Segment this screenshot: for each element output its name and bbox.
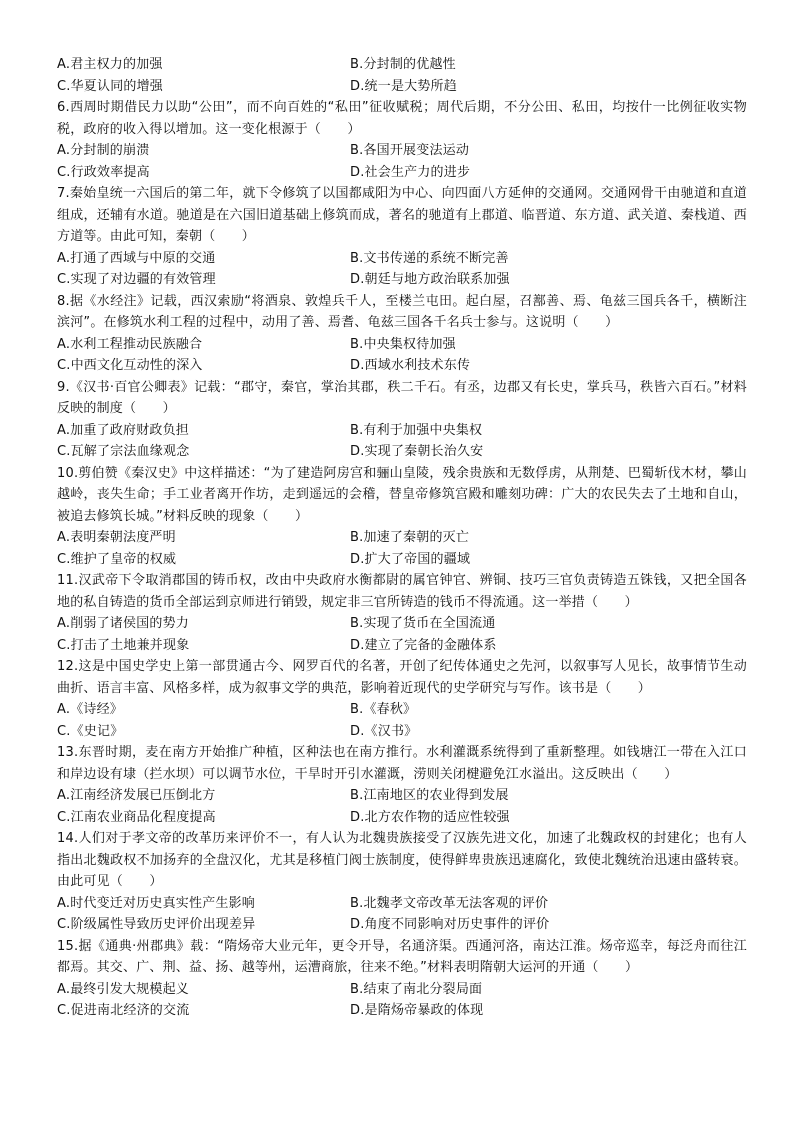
question-stem: 11.汉武帝下令取消郡国的铸币权，改由中央政府水衡都尉的属官钟官、辨铜、技巧三官负责铸造五铢钱，又把全国各地的私自铸造的货币全部运到京师进行销毁，规定非三官所铸造的钱币不得流通。这一举措（ ）	[57, 573, 747, 610]
option-d[interactable]: D.是隋炀帝暴政的体现	[350, 1003, 484, 1018]
option-c[interactable]: C.瓦解了宗法血缘观念	[57, 444, 190, 459]
question-stem: 14.人们对于孝文帝的改革历来评价不一，有人认为北魏贵族接受了汉族先进文化，加速了北魏政权的封建化；也有人指出北魏政权不加扬弃的全盘汉化，尤其是移植门阀士族制度，使得鲜卑贵族迅速腐化，致使北魏统治迅速由盛转衰。由此可见（ ）	[57, 831, 747, 889]
option-c[interactable]: C.阶级属性导致历史评价出现差异	[57, 917, 256, 932]
question-12	[57, 656, 747, 742]
question-stem: 8.据《水经注》记载，西汉索励“将酒泉、敦煌兵千人，至楼兰屯田。起白屋，召鄯善、焉、龟兹三国兵各千，横断注滨河”。在修筑水利工程的过程中，动用了善、焉耆、龟兹三国各千名兵士参与。这说明（ ）	[57, 293, 747, 330]
option-d[interactable]: D.西域水利技术东传	[350, 358, 471, 373]
options-grid	[57, 893, 747, 936]
option-d[interactable]: D.统一是大势所趋	[350, 78, 457, 94]
option-a[interactable]: A.时代变迁对历史真实性产生影响	[57, 895, 255, 911]
option-a[interactable]: A.江南经济发展已压倒北方	[57, 788, 216, 803]
option-a[interactable]: A.分封制的崩溃	[57, 143, 150, 158]
option-c[interactable]: C.行政效率提高	[57, 164, 150, 180]
options-grid	[57, 527, 747, 570]
option-b[interactable]: B.实现了货币在全国流通	[350, 616, 496, 631]
option-a[interactable]: A.打通了西域与中原的交通	[57, 250, 216, 266]
option-b[interactable]: B.分封制的优越性	[350, 57, 456, 72]
question-stem: 7.秦始皇统一六国后的第二年，就下令修筑了以国都咸阳为中心、向四面八方延伸的交通网。交通网骨干由驰道和直道组成，还辅有水道。驰道是在六国旧道基础上修筑而成，著名的驰道有上郡道、临晋道、东方道、武关道、秦栈道、西方道等。由此可知，秦朝（ ）	[57, 186, 747, 244]
question-stem: 9.《汉书·百官公卿表》记载：“郡守，秦官，掌治其郡，秩二千石。有丞，边郡又有长史，掌兵马，秩皆六百石。”材料反映的制度（ ）	[57, 379, 747, 416]
question-15	[57, 936, 747, 1022]
option-a[interactable]: A.《诗经》	[57, 702, 123, 717]
option-a[interactable]: A.水利工程推动民族融合	[57, 336, 203, 352]
options-grid	[57, 785, 747, 828]
option-b[interactable]: B.结束了南北分裂局面	[350, 981, 483, 997]
option-d[interactable]: D.朝廷与地方政治联系加强	[350, 272, 510, 287]
options-grid	[57, 54, 747, 97]
option-b[interactable]: B.文书传递的系统不断完善	[350, 250, 509, 266]
question-14	[57, 828, 747, 936]
question-13	[57, 742, 747, 828]
option-a[interactable]: A.表明秦朝法度严明	[57, 530, 176, 545]
option-b[interactable]: B.加速了秦朝的灭亡	[350, 530, 470, 545]
option-b[interactable]: B.中央集权待加强	[350, 336, 456, 352]
option-d[interactable]: D.社会生产力的进步	[350, 164, 471, 180]
question-10	[57, 463, 747, 571]
option-b[interactable]: B.北魏孝文帝改革无法客观的评价	[350, 895, 549, 911]
question-stem: 13.东晋时期，麦在南方开始推广种植，区种法也在南方推行。水利灌溉系统得到了重新整理。如钱塘江一带在入江口和岸边设有埭（拦水坝）可以调节水位，干旱时开引水灌溉，涝则关闭楗避免江水溢出。这反映出（ ）	[57, 745, 747, 782]
options-grid	[57, 140, 747, 183]
option-c[interactable]: C.实现了对边疆的有效管理	[57, 272, 216, 287]
question-5-options	[57, 54, 747, 97]
question-stem: 10.剪伯赞《秦汉史》中这样描述：“为了建造阿房宫和骊山皇陵，残余贵族和无数俘虏，从荆楚、巴蜀斩伐木材，攀山越岭，丧失生命；手工业者离开作坊，走到遥远的会稽，替皇帝修筑宫殿和雕刻功碑：广大的农民失去了土地和自山，被追去修筑长城。”材料反映的现象（ ）	[57, 465, 747, 524]
option-c[interactable]: C.华夏认同的增强	[57, 78, 164, 94]
question-11	[57, 570, 747, 656]
option-c[interactable]: C.江南农业商品化程度提高	[57, 809, 216, 825]
option-c[interactable]: C.促进南北经济的交流	[57, 1003, 190, 1018]
option-a[interactable]: A.君主权力的加强	[57, 57, 163, 72]
question-9	[57, 377, 747, 463]
option-d[interactable]: D.北方农作物的适应性较强	[350, 809, 510, 825]
option-b[interactable]: B.各国开展变法运动	[350, 143, 470, 158]
option-d[interactable]: D.扩大了帝国的疆域	[350, 551, 471, 567]
question-stem: 15.据《通典·州郡典》载：“隋炀帝大业元年，更令开导，名通济渠。西通河洛，南达江淮。炀帝巡幸，每泛舟而往江都焉。其交、广、荆、益、扬、越等州，运漕商旅，往来不绝。”材料表明隋朝大运河的开通（ ）	[57, 938, 747, 975]
question-6	[57, 97, 747, 183]
question-stem: 12.这是中国史学史上第一部贯通古今、网罗百代的名著，开创了纪传体通史之先河，以叙事写人见长，故事情节生动曲折、语言丰富、风格多样，成为叙事文学的典范，影响着近现代的史学研究与写作。该书是（ ）	[57, 659, 747, 696]
option-c[interactable]: C.中西文化互动性的深入	[57, 358, 203, 373]
option-c[interactable]: C.维护了皇帝的权威	[57, 551, 177, 567]
option-b[interactable]: B.《春秋》	[350, 702, 417, 717]
question-7	[57, 183, 747, 291]
option-d[interactable]: D.建立了完备的金融体系	[350, 637, 497, 653]
option-d[interactable]: D.实现了秦朝长治久安	[350, 444, 484, 459]
option-a[interactable]: A.最终引发大规模起义	[57, 981, 189, 997]
option-d[interactable]: D.角度不同影响对历史事件的评价	[350, 917, 550, 932]
options-grid	[57, 979, 747, 1022]
option-c[interactable]: C.打击了土地兼并现象	[57, 637, 190, 653]
question-stem: 6.西周时期借民力以助“公田”，而不向百姓的“私田”征收赋税；周代后期，不分公田、私田，均按什一比例征收实物税，政府的收入得以增加。这一变化根源于（ ）	[57, 100, 747, 137]
option-b[interactable]: B.江南地区的农业得到发展	[350, 788, 509, 803]
options-grid	[57, 334, 747, 377]
question-8	[57, 291, 747, 377]
option-d[interactable]: D.《汉书》	[350, 723, 418, 739]
options-grid	[57, 248, 747, 291]
option-a[interactable]: A.加重了政府财政负担	[57, 422, 189, 438]
option-b[interactable]: B.有利于加强中央集权	[350, 422, 483, 438]
options-grid	[57, 613, 747, 656]
exam-page	[57, 54, 747, 1022]
options-grid	[57, 420, 747, 463]
option-c[interactable]: C.《史记》	[57, 723, 124, 739]
option-a[interactable]: A.削弱了诸侯国的势力	[57, 616, 189, 631]
options-grid	[57, 699, 747, 742]
